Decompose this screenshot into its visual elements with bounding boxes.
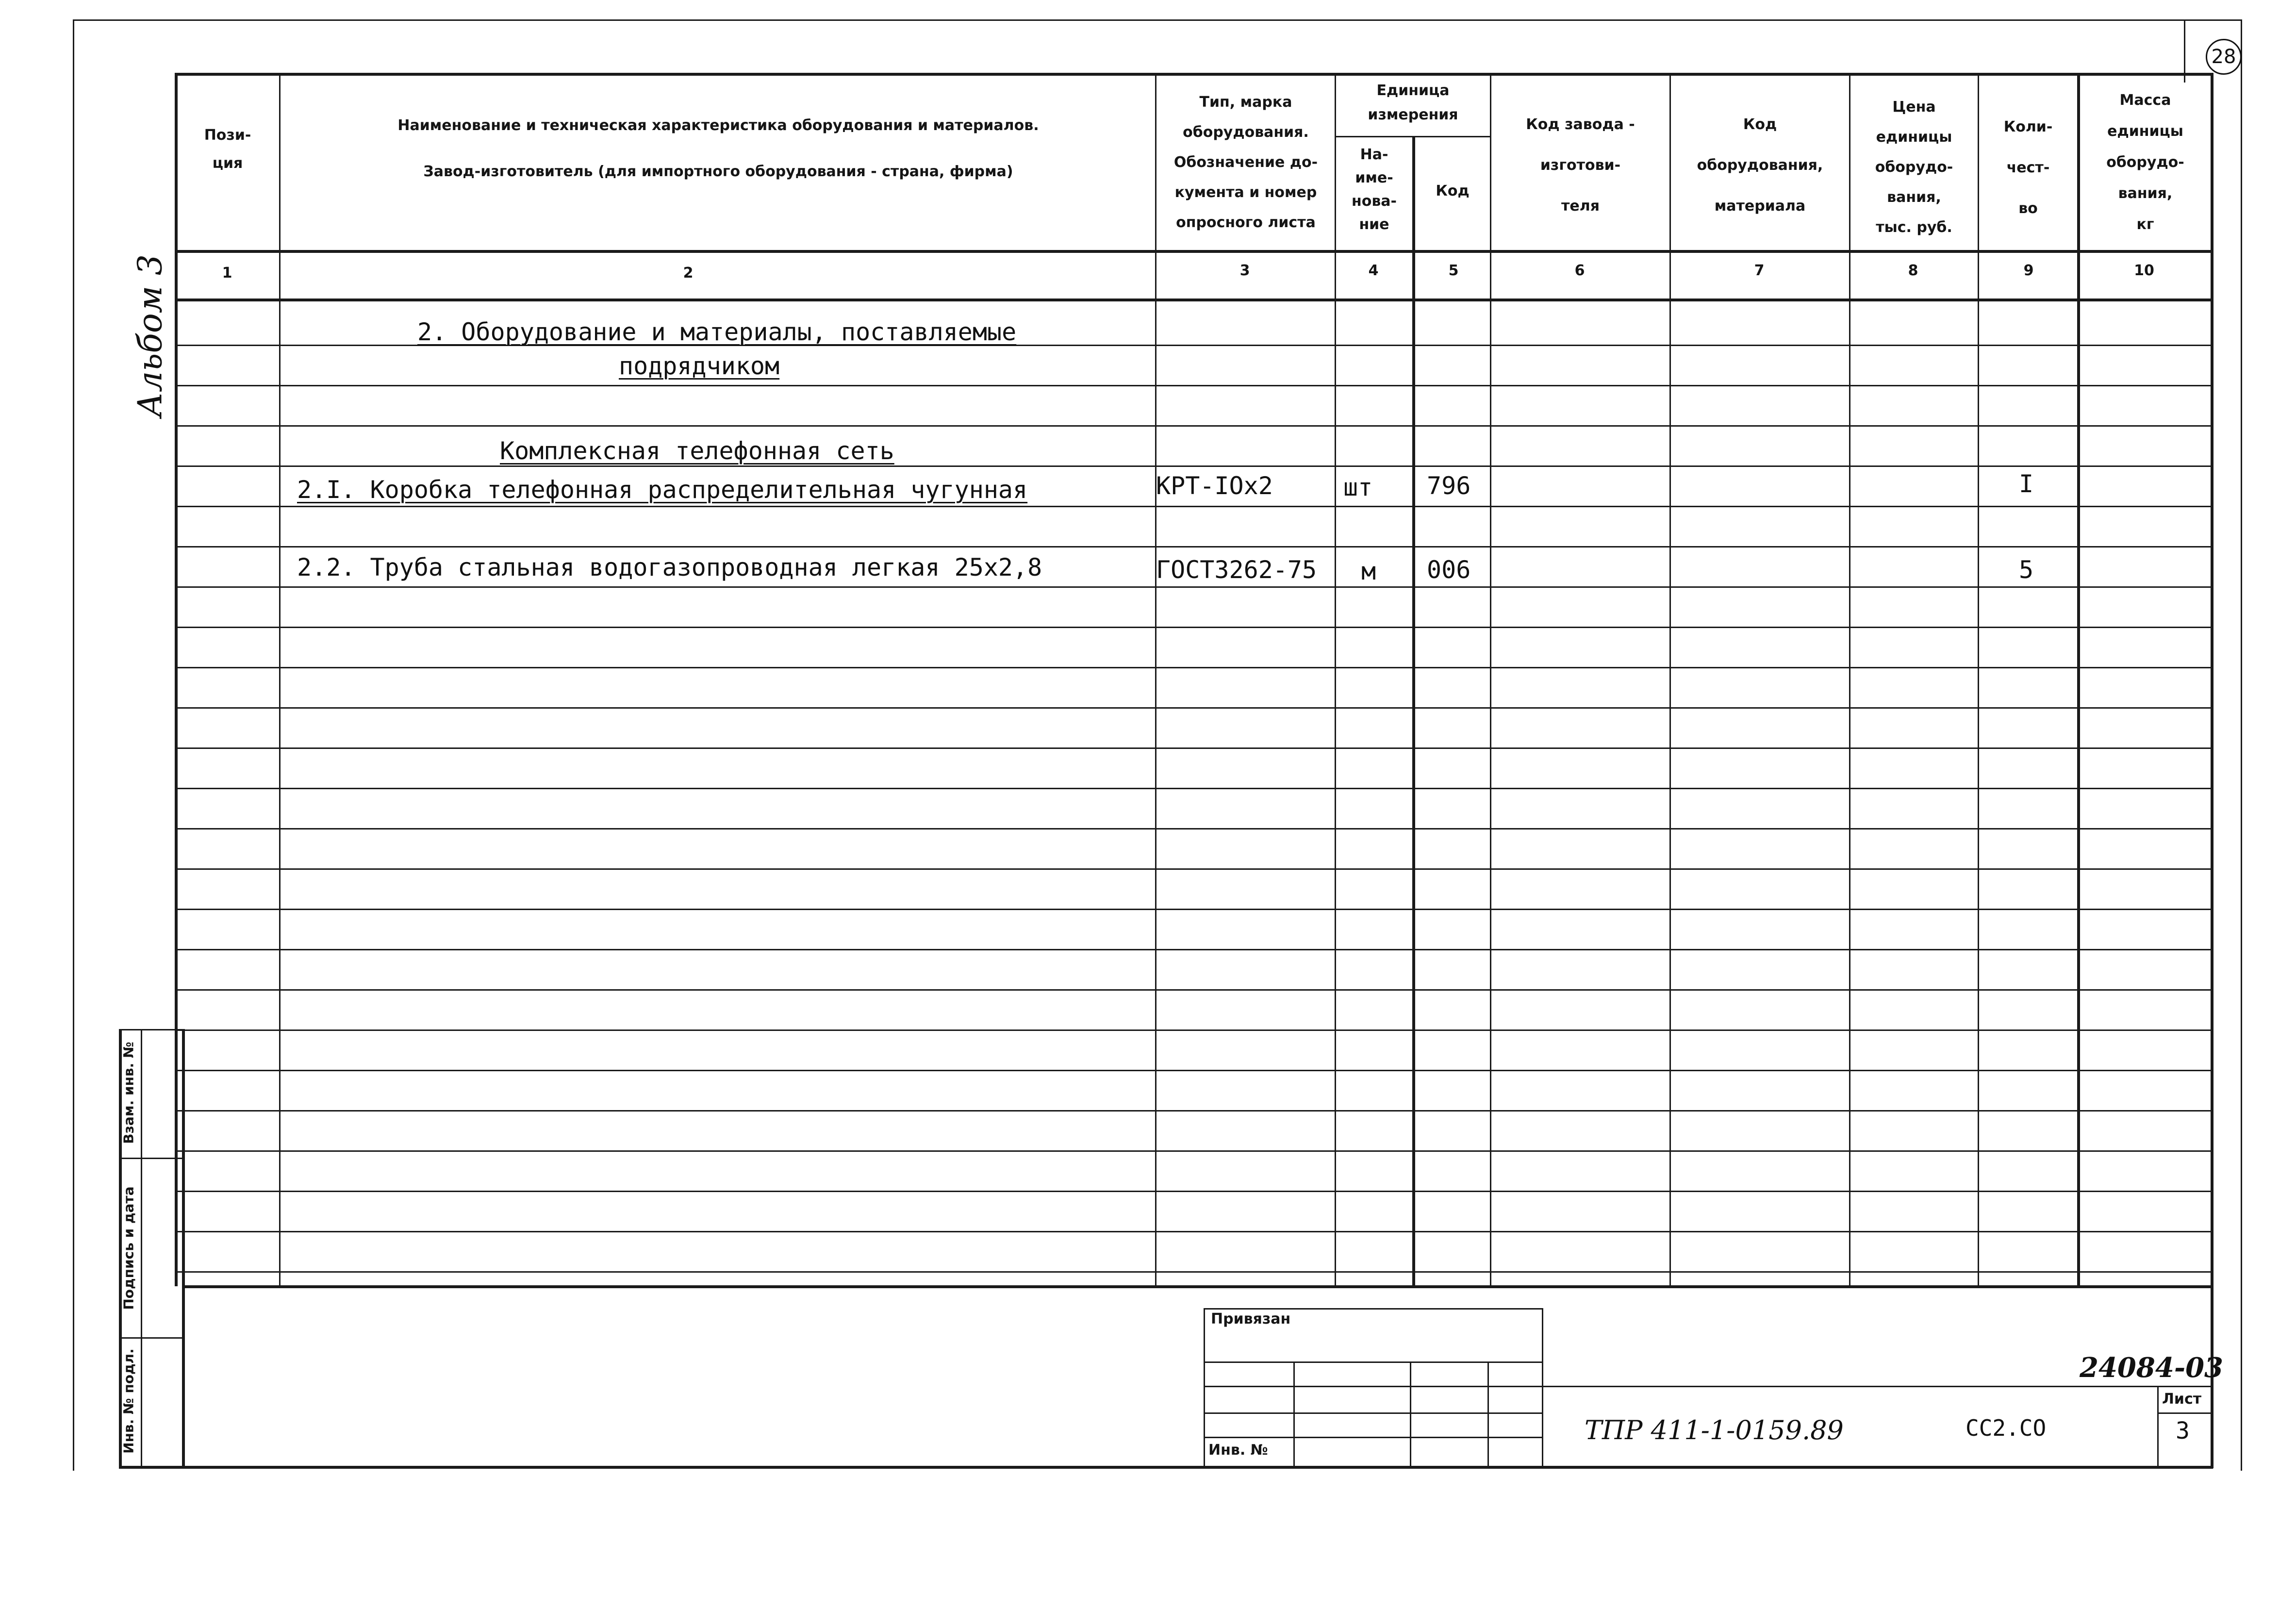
table-row-line — [175, 1271, 2213, 1273]
row-2-type: ГОСТ3262-75 — [1156, 556, 1317, 584]
bound-col-1 — [1293, 1361, 1295, 1468]
table-row-line — [175, 747, 2213, 749]
table-row-line — [175, 1070, 2213, 1071]
table-row-line — [175, 667, 2213, 668]
table-row-line — [175, 546, 2213, 548]
colnum-6: 6 — [1574, 262, 1585, 279]
col-line-7 — [1849, 73, 1850, 1286]
table-row-line — [175, 949, 2213, 950]
section-title-line2: подрядчиком — [619, 352, 780, 380]
header-factory-code: Код завода - изготови- теля — [1526, 116, 1635, 215]
header-bottom — [175, 250, 2213, 253]
doc-mark: СС2.СО — [1966, 1415, 2047, 1441]
bound-row-1 — [1204, 1361, 1543, 1363]
bound-title: Привязан — [1211, 1311, 1291, 1328]
colnum-bottom — [175, 299, 2213, 301]
col-line-4 — [1412, 136, 1415, 1286]
col-line-0 — [175, 73, 178, 1286]
subsection-title: Комплексная телефонная сеть — [500, 437, 894, 465]
table-row-line — [175, 1191, 2213, 1192]
row-1-name: 2.I. Коробка телефонная распределительная чугунная — [297, 476, 1028, 504]
header-unit-group: Единица измерения — [1368, 82, 1458, 123]
table-row-line — [175, 627, 2213, 628]
colnum-7: 7 — [1754, 262, 1765, 279]
colnum-2: 2 — [683, 265, 694, 282]
header-position: Пози- ция — [204, 127, 251, 172]
table-row-line — [175, 1231, 2213, 1232]
table-row-line — [175, 868, 2213, 870]
header-quantity: Коли- чест- во — [2003, 118, 2053, 217]
row-1-type: КРТ-IОх2 — [1156, 472, 1273, 500]
table-row-line — [175, 909, 2213, 910]
table-row-line — [175, 385, 2213, 386]
colnum-1: 1 — [222, 265, 232, 282]
bound-col-2 — [1410, 1361, 1411, 1468]
bound-top — [1204, 1308, 1543, 1310]
table-row-line — [175, 1110, 2213, 1112]
colnum-5: 5 — [1448, 262, 1459, 279]
table-top — [175, 73, 2213, 76]
bound-row-2 — [1204, 1386, 1543, 1387]
sheet-number: 3 — [2176, 1417, 2190, 1444]
col-line-3 — [1335, 73, 1336, 1286]
colnum-8: 8 — [1908, 262, 1918, 279]
col-line-2 — [1155, 73, 1156, 1286]
header-equipment-code: Код оборудования, материала — [1697, 116, 1823, 215]
frame-right — [2241, 19, 2242, 1471]
designation-top — [1543, 1386, 2213, 1387]
stamp-vzam-label: Взам. инв. № — [120, 1042, 137, 1144]
header-price: Цена единицы оборудо- вания, тыс. руб. — [1875, 99, 1953, 236]
row-2-qty: 5 — [2019, 556, 2034, 584]
header-type: Тип, марка оборудования. Обозначение до- кумента и номер опросного листа — [1173, 94, 1318, 231]
table-row-line — [175, 989, 2213, 991]
frame-top — [73, 19, 2242, 21]
stamp-invpodl-label: Инв. № подл. — [120, 1348, 137, 1454]
frame-left — [73, 19, 74, 1471]
table-row-line — [175, 425, 2213, 427]
table-row-line — [175, 707, 2213, 709]
header-unit-code: Код — [1436, 183, 1470, 199]
table-row-line — [175, 788, 2213, 789]
colnum-3: 3 — [1239, 262, 1250, 279]
sheet-label: Лист — [2162, 1391, 2202, 1408]
left-row-ext-1 — [184, 1286, 2213, 1288]
stamp-podpis-label: Подпись и дата — [120, 1186, 137, 1310]
stamp-right — [182, 1029, 185, 1468]
sheet-circle-number: 28 — [2211, 46, 2236, 68]
row-1-unit-code: 796 — [1427, 472, 1471, 500]
bound-right — [1542, 1308, 1543, 1468]
bound-left — [1204, 1308, 1205, 1468]
bound-inv: Инв. № — [1208, 1442, 1268, 1459]
colnum-9: 9 — [2023, 262, 2034, 279]
bound-row-4 — [1204, 1437, 1543, 1438]
header-name-line1: Наименование и техническая характеристика оборудования и материалов. — [397, 117, 1039, 134]
doc-code: ТПР 411-1-0159.89 — [1585, 1415, 1844, 1445]
col-line-8 — [1978, 73, 1979, 1286]
album-label: Альбом 3 — [131, 254, 170, 417]
unit-group-divider — [1335, 136, 1490, 137]
table-row-line — [175, 1150, 2213, 1152]
bound-row-3 — [1204, 1412, 1543, 1414]
row-2-name: 2.2. Труба стальная водогазопроводная легкая 25х2,8 — [297, 553, 1042, 581]
stamp-bottom — [119, 1466, 2213, 1469]
row-1-unit: шт — [1343, 473, 1373, 501]
col-line-9 — [2077, 73, 2080, 1286]
sheet-box-left — [2157, 1386, 2159, 1468]
table-row-line — [175, 506, 2213, 507]
colnum-4: 4 — [1368, 262, 1379, 279]
header-name-line2: Завод-изготовитель (для импортного оборудования - страна, фирма) — [423, 163, 1013, 180]
bound-col-3 — [1487, 1361, 1489, 1468]
table-row-line — [175, 465, 2213, 467]
section-title-line1: 2. Оборудование и материалы, поставляемые — [417, 318, 1017, 346]
colnum-10: 10 — [2134, 262, 2154, 279]
archive-number: 24084-03 — [2080, 1352, 2223, 1384]
table-row-line — [175, 586, 2213, 588]
sheet-circle — [2206, 39, 2242, 75]
header-mass: Масса единицы оборудо- вания, кг — [2106, 92, 2184, 233]
col-line-10 — [2211, 73, 2213, 1286]
col-line-1 — [279, 73, 281, 1286]
col-line-5 — [1490, 73, 1491, 1286]
sheet-box-mid — [2157, 1412, 2213, 1414]
stamp-mid — [141, 1029, 142, 1468]
table-row-line — [175, 828, 2213, 830]
row-2-unit: м — [1361, 557, 1376, 585]
row-1-qty: I — [2019, 470, 2034, 498]
header-unit-name: На- име- нова- ние — [1351, 146, 1397, 233]
col-line-6 — [1669, 73, 1671, 1286]
table-row-line — [175, 1029, 2213, 1031]
row-2-unit-code: 006 — [1427, 556, 1471, 584]
